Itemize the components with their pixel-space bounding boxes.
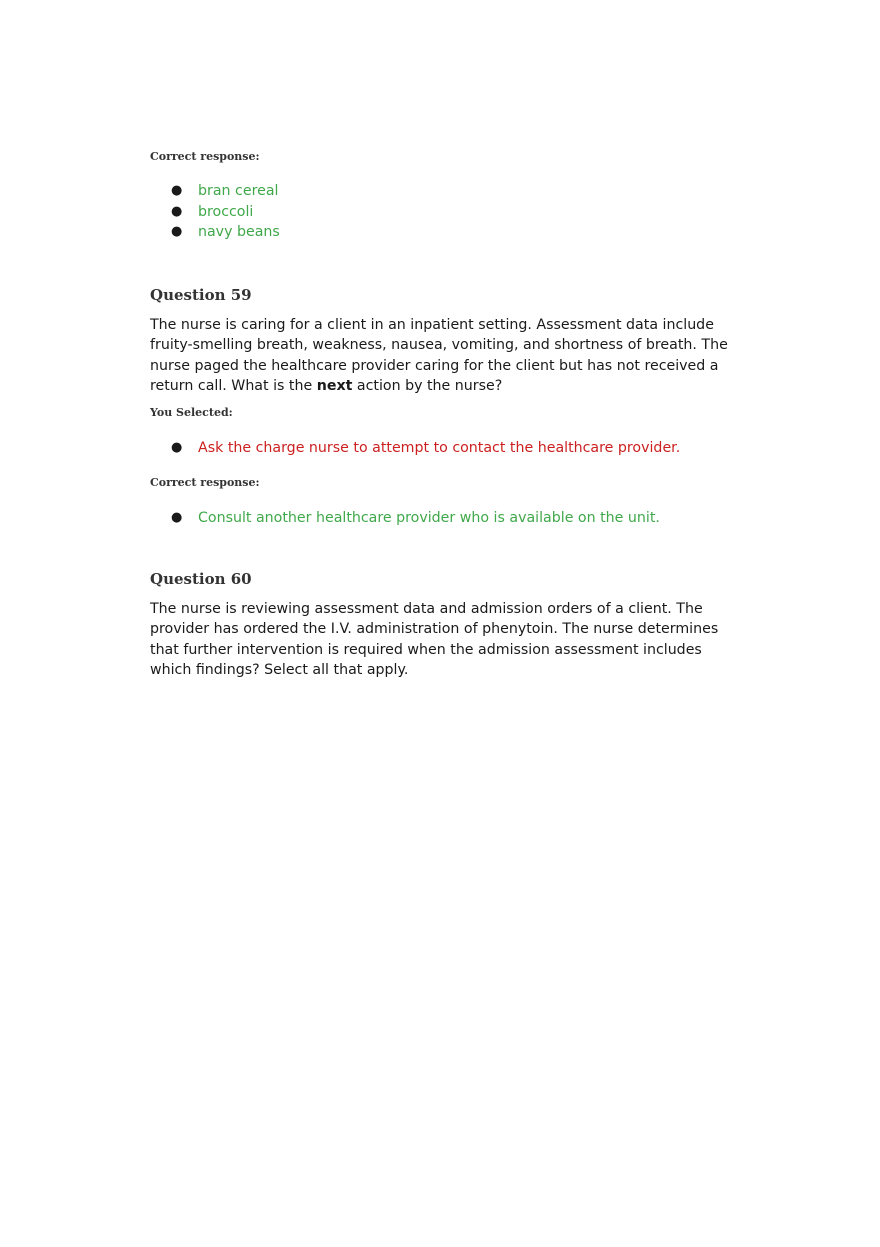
bullet-icon: ● [171,183,183,198]
question-title-60: Question 60 [150,570,252,588]
stem-text: The nurse is caring for a client in an inpatient setting. Assessment data include fruity-smelling breath, weakness, nausea, vomiting, and shortness of breath. The nurse paged the healthcare provider caring for the client but has not received a return call. What is the [150,317,728,395]
stem-text: action by the nurse? [352,378,503,395]
question-stem-60: The nurse is reviewing assessment data and admission orders of a client. The provider has ordered the I.V. administration of phenytoin. The nurse determines that further intervention is required when the admission assessment includes which findings? Select all that apply. [150,601,719,679]
question-title-59: Question 59 [150,286,252,304]
question-stem-59 [150,315,730,397]
correct-answer: Consult another healthcare provider who is available on the unit. [198,510,660,526]
bullet-icon: ● [171,440,183,455]
correct-answer: navy beans [198,224,280,241]
list-item [150,508,660,529]
you-selected-label-q59: You Selected: [150,406,233,419]
list-item [150,438,680,459]
bullet-icon: ● [171,203,183,219]
correct-answer: broccoli [198,203,254,220]
correct-answer-list-q58 [150,181,280,243]
bullet-icon: ● [171,510,183,525]
bullet-icon: ● [171,224,183,240]
correct-answer: bran cereal [198,183,279,199]
list-item [150,222,280,243]
list-item [150,181,280,202]
correct-response-label-q59: Correct response: [150,476,260,489]
stem-emphasis: next [316,378,353,395]
correct-answer-list-q59 [150,508,660,529]
list-item [150,202,280,223]
correct-response-label-q58: Correct response: [150,150,260,163]
selected-answer: Ask the charge nurse to attempt to contact the healthcare provider. [198,440,681,456]
selected-answer-list-q59 [150,438,680,459]
